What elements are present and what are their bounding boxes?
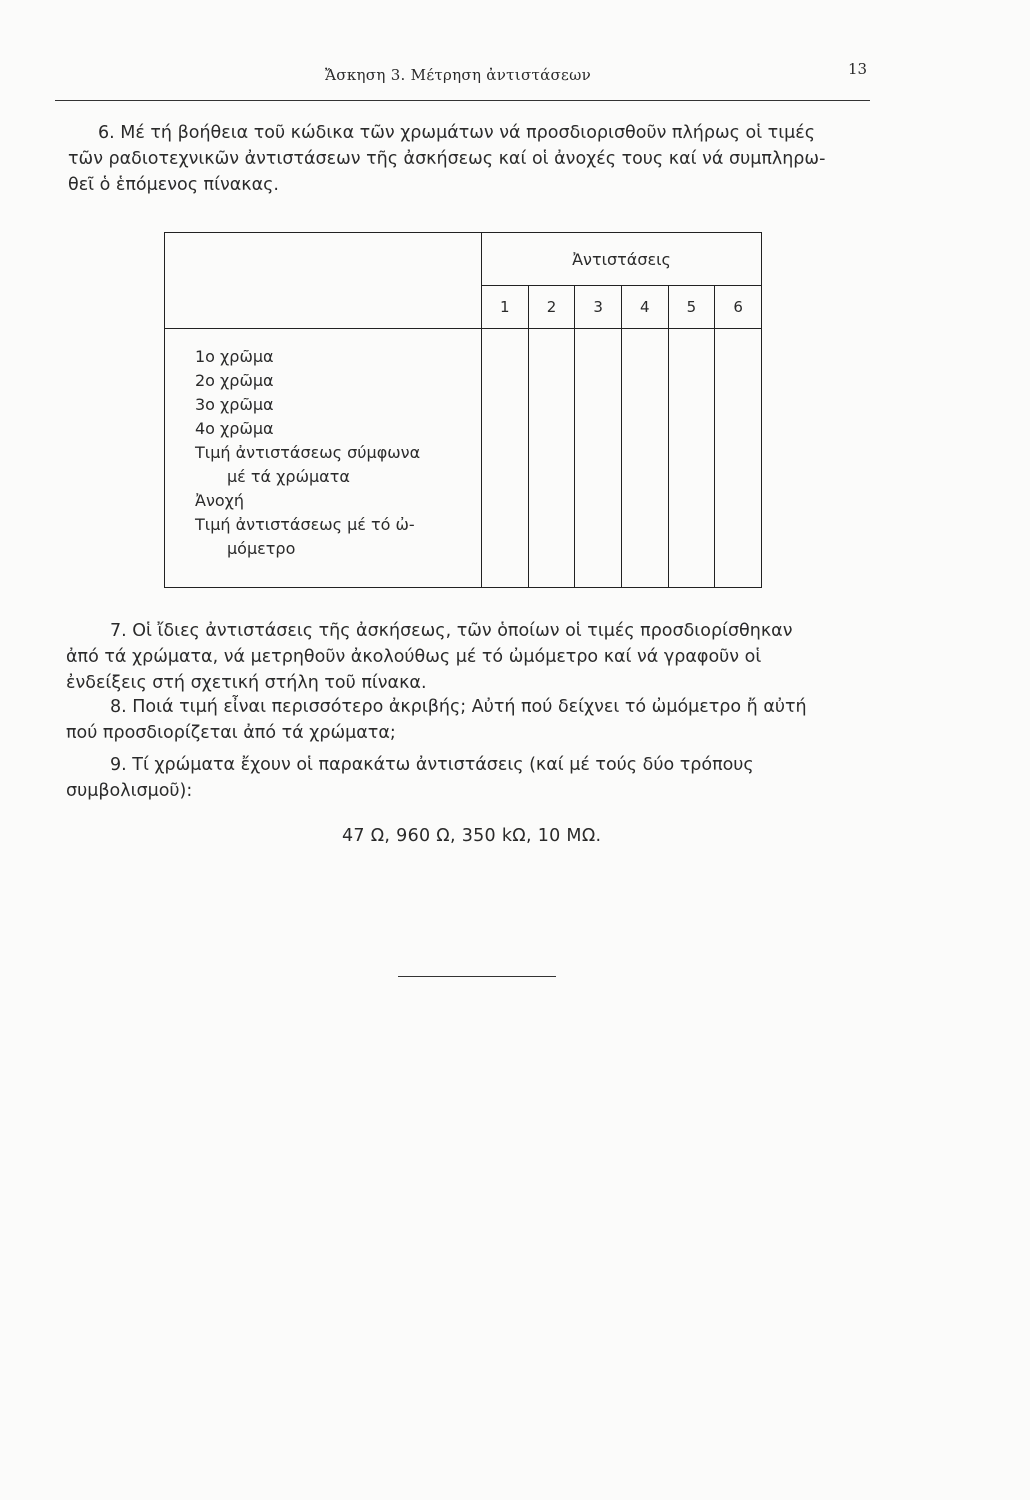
question-8-line: 8. Ποιά τιμή εἶναι περισσότερο ἀκριβής; Αὐτή πού δείχνει τό ὠμόμετρο ἤ αὐτή <box>110 697 807 717</box>
row-label: Τιμή ἀντιστάσεως μέ τό ὠ- <box>195 515 415 534</box>
question-7-line: 7. Οἱ ἴδιες ἀντιστάσεις τῆς ἀσκήσεως, τῶν ὁποίων οἱ τιμές προσδιορίσθηκαν <box>110 621 793 641</box>
column-header-1: 1 <box>482 286 529 329</box>
chapter-title: Ἄσκηση 3. Μέτρηση ἀντιστάσεων <box>325 66 592 84</box>
row-labels-cell <box>165 329 482 588</box>
value-cell-2 <box>528 329 575 588</box>
column-header-4: 4 <box>621 286 668 329</box>
question-9 <box>66 752 905 804</box>
row-label: Ἀνοχή <box>195 491 245 510</box>
question-9-line: συμβολισμοῦ): <box>66 781 193 801</box>
row-label: Τιμή ἀντιστάσεως σύμφωνα <box>195 443 421 462</box>
header-divider <box>55 100 870 101</box>
question-9-line: 9. Τί χρώματα ἔχουν οἱ παρακάτω ἀντιστάσεις (καί μέ τούς δύο τρόπους <box>110 755 754 775</box>
question-6 <box>68 120 898 198</box>
section-end-divider <box>398 976 556 977</box>
table-group-header: Ἀντιστάσεις <box>482 233 762 286</box>
table-corner-cell <box>165 233 482 329</box>
value-cell-3 <box>575 329 622 588</box>
row-label: 1ο χρῶμα <box>195 347 274 366</box>
row-label: 3ο χρῶμα <box>195 395 274 414</box>
question-8-line: πού προσδιορίζεται ἀπό τά χρώματα; <box>66 723 396 743</box>
page-number: 13 <box>848 60 868 78</box>
question-6-line: τῶν ραδιοτεχνικῶν ἀντιστάσεων τῆς ἀσκήσεως καί οἱ ἀνοχές τους καί νά συμπληρω- <box>68 149 826 169</box>
question-6-line: 6. Μέ τή βοήθεια τοῦ κώδικα τῶν χρωμάτων νά προσδιορισθοῦν πλήρως οἱ τιμές <box>98 123 816 143</box>
column-header-2: 2 <box>528 286 575 329</box>
question-7-line: ἀπό τά χρώματα, νά μετρηθοῦν ἀκολούθως μέ τό ὠμόμετρο καί νά γραφοῦν οἱ <box>66 647 762 667</box>
value-cell-5 <box>668 329 715 588</box>
value-cell-6 <box>715 329 762 588</box>
resistor-table <box>164 232 762 588</box>
question-7 <box>66 618 905 696</box>
question-7-line: ἐνδείξεις στή σχετική στήλη τοῦ πίνακα. <box>66 673 427 693</box>
column-header-3: 3 <box>575 286 622 329</box>
question-6-line: θεῖ ὁ ἑπόμενος πίνακας. <box>68 175 279 195</box>
column-header-5: 5 <box>668 286 715 329</box>
row-label: 4ο χρῶμα <box>195 419 274 438</box>
row-label: μέ τά χρώματα <box>227 467 350 486</box>
resistor-values: 47 Ω, 960 Ω, 350 kΩ, 10 MΩ. <box>342 826 602 846</box>
question-8 <box>66 694 905 746</box>
value-cell-4 <box>621 329 668 588</box>
column-header-6: 6 <box>715 286 762 329</box>
row-label: 2ο χρῶμα <box>195 371 274 390</box>
value-cell-1 <box>482 329 529 588</box>
row-label: μόμετρο <box>227 539 296 558</box>
